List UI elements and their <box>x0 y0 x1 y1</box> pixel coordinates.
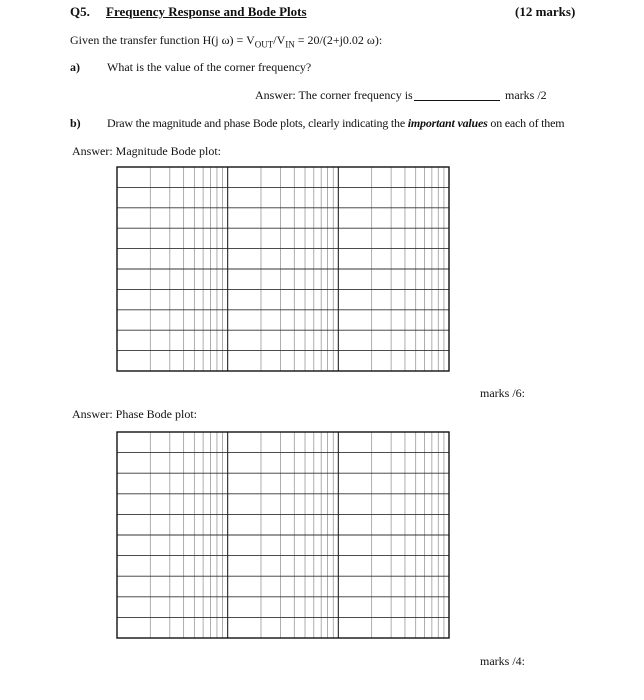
given-slash: /V <box>273 33 286 47</box>
part-b-question-emph: important values <box>407 116 488 130</box>
magnitude-marks: marks /6: <box>480 386 525 400</box>
corner-frequency-answer-blank[interactable] <box>414 100 500 101</box>
magnitude-plot-label: Answer: Magnitude Bode plot: <box>72 144 221 158</box>
part-a-question: What is the value of the corner frequency? <box>107 60 312 74</box>
phase-bode-grid[interactable] <box>116 431 450 639</box>
magnitude-bode-grid[interactable] <box>116 166 450 372</box>
part-b-label: b) <box>70 116 81 130</box>
transfer-function-statement <box>70 33 382 49</box>
part-b-question-start: Draw the magnitude and phase Bode plots, clearly indicating the <box>107 116 408 130</box>
given-sub-out: OUT <box>254 39 274 50</box>
question-title: Frequency Response and Bode Plots <box>106 4 307 19</box>
part-a-label: a) <box>70 60 80 74</box>
given-sub-in: IN <box>285 39 295 50</box>
part-a-marks: marks /2 <box>505 88 547 102</box>
part-b-question <box>107 116 564 131</box>
total-marks: (12 marks) <box>515 4 576 19</box>
phase-marks: marks /4: <box>480 654 525 668</box>
given-rest: = 20/(2+j0.02 ω): <box>294 33 383 47</box>
given-text: Given the transfer function H(j ω) = V <box>70 33 255 47</box>
question-number: Q5. <box>70 4 90 19</box>
phase-plot-label: Answer: Phase Bode plot: <box>72 407 197 421</box>
part-b-question-end: on each of them <box>487 116 565 130</box>
part-a-answer-prompt: Answer: The corner frequency is <box>255 88 413 102</box>
